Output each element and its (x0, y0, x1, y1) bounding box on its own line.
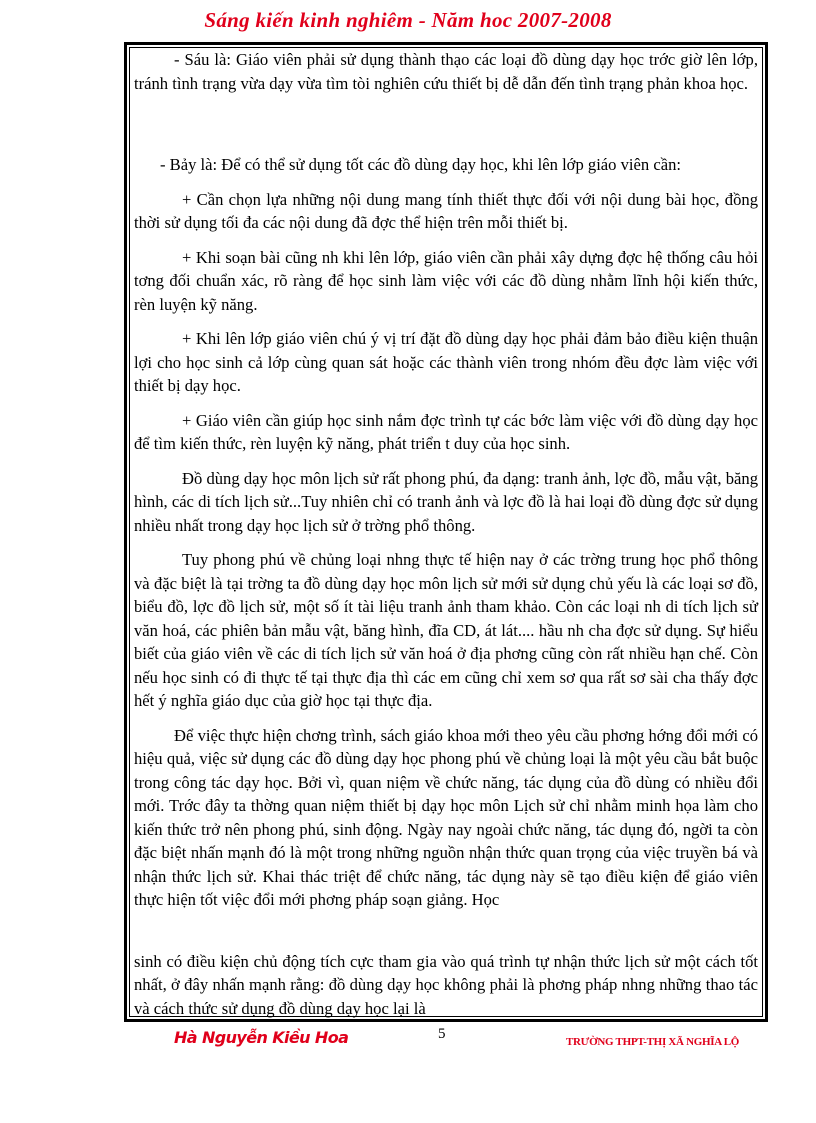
paragraph-teaching-aids: Đồ dùng dạy học môn lịch sử rất phong phú, đa dạng: tranh ảnh, lợc đồ, mẫu vật, băng hình, các di tích lịch sử...Tuy nhiên chỉ có tranh ảnh và lợc đồ là hai loại đồ dùng đợc sử dụng nhiều nhất trong dạy học lịch sử ở trờng phổ thông. (134, 468, 758, 535)
paragraph-bullet-2: + Khi soạn bài cũng nh khi lên lớp, giáo viên cần phải xây dựng đợc hệ thống câu hỏi tơng đối chuẩn xác, rõ ràng để học sinh làm việc với các đồ dùng nhằm lĩnh hội kiến thức, rèn luyện kỹ năng. (134, 247, 758, 314)
page-number: 5 (438, 1026, 446, 1042)
page-header: Sáng kiến kinh nghiêm - Năm hoc 2007-2008 (204, 8, 612, 32)
paragraph-7th-point: - Bảy là: Để có thể sử dụng tốt các đồ dùng dạy học, khi lên lớp giáo viên cần: (160, 155, 681, 174)
footer-author: Hà Nguyễn Kiều Hoa (174, 1028, 349, 1047)
paragraph-bullet-4: + Giáo viên cần giúp học sinh nắm đợc trình tự các bớc làm việc với đồ dùng dạy học để tìm kiến thức, rèn luyện kỹ năng, phát triển t duy của học sinh. (134, 410, 758, 453)
paragraph-continuation: sinh có điều kiện chủ động tích cực tham gia vào quá trình tự nhận thức lịch sử một cách tốt nhất, ở đây nhấn mạnh rằng: đồ dùng dạy học không phải là phơng pháp nhng những thao tác và cách thức sử dụng đồ dùng dạy học lại là (134, 951, 758, 1018)
document-body (134, 48, 758, 1020)
paragraph-6th-point: - Sáu là: Giáo viên phải sử dụng thành thạo các loại đồ dùng dạy học trớc giờ lên lớp, tránh tình trạng vừa dạy vừa tìm tòi nghiên cứu thiết bị dễ dẫn đến tình trạng phản khoa học. (134, 50, 758, 93)
paragraph-current-situation: Tuy phong phú về chủng loại nhng thực tế hiện nay ở các trờng trung học phổ thông và đặc biệt là tại trờng ta đồ dùng dạy học môn lịch sử mới sử dụng chủ yếu là các loại sơ đồ, biểu đồ, lợc đồ lịch sử, một số ít tài liệu tranh ảnh tham khảo. Còn các loại nh di tích lịch sử văn hoá, các phiên bản mẫu vật, băng hình, đĩa CD, át lát.... hầu nh cha đợc sử dụng. Sự hiểu biết của giáo viên về các di tích lịch sử văn hoá ở địa phơng cũng còn rất nhiều hạn chế. Còn nếu học sinh có đi thực tế tại thực địa thì các em cũng chỉ xem sơ qua rất sơ sài cha thấy đợc hết ý nghĩa giáo dục của giờ học tại thực địa. (134, 550, 758, 710)
footer-school: TRƯỜNG THPT-THỊ XÃ NGHĨA LỘ (566, 1036, 740, 1048)
paragraph-innovation: Để việc thực hiện chơng trình, sách giáo khoa mới theo yêu cầu phơng hớng đổi mới có hiệu quả, việc sử dụng các đồ dùng dạy học phong phú về chủng loại là một yêu cầu bắt buộc trong công tác dạy học. Bởi vì, quan niệm về chức năng, tác dụng của đồ dùng có nhiều đổi mới. Trớc đây ta thờng quan niệm thiết bị dạy học môn Lịch sử chỉ nhằm minh họa làm cho kiến thức trở nên phong phú, sinh động. Ngày nay ngoài chức năng, tác dụng đó, ngời ta còn đặc biệt nhấn mạnh đó là một trong những nguồn nhận thức quan trọng của việc truyền bá và nhận thức lịch sử. Khai thác triệt để chức năng, tác dụng này sẽ tạo điều kiện để giáo viên thực hiện tốt việc đổi mới phơng pháp soạn giảng. Học (134, 725, 758, 909)
paragraph-bullet-3: + Khi lên lớp giáo viên chú ý vị trí đặt đồ dùng dạy học phải đảm bảo điều kiện thuận lợi cho học sinh cả lớp cùng quan sát hoặc các thành viên trong nhóm đều đợc làm việc với thiết bị dạy học. (134, 329, 758, 395)
paragraph-bullet-1: + Cần chọn lựa những nội dung mang tính thiết thực đối với nội dung bài học, đồng thời sử dụng tối đa các nội dung đã đợc thể hiện trên mỗi thiết bị. (134, 189, 758, 232)
